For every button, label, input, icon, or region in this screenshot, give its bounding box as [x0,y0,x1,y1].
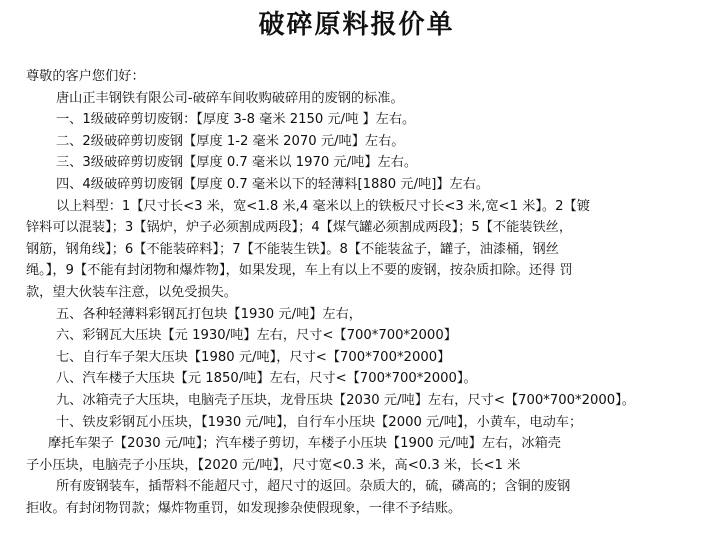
item-5-line: 五、各种轻薄料彩钢瓦打包块【1930 元/吨】左右， [56,306,362,322]
material-rules-line: 以上料型：1【尺寸长<3 米，宽<1.8 米,4 毫米以上的铁板尺寸长<3 米,宽<1 米】。2【镀 [56,198,590,214]
grade-3-line: 三、3级破碎剪切废钢【厚度 0.7 毫米以 1970 元/吨】左右。 [56,155,418,171]
document-title: 破碎原料报价单 [258,10,455,40]
material-rules-line: 钢筋，钢角线】；6【不能装碎料】；7【不能装生铁】。8【不能装盆子，罐子，油漆桶，钢丝 [26,241,559,257]
grade-2-line: 二、2级破碎剪切废钢【厚度 1-2 毫米 2070 元/吨】左右。 [56,133,405,149]
document-body [26,66,690,519]
item-10-line: 十、铁皮彩钢瓦小压块，【1930 元/吨】，自行车小压块【2000 元/吨】，小黄车，电动车； [56,414,583,430]
intro-line: 唐山正丰钢铁有限公司-破碎车间收购破碎用的废钢的标准。 [56,90,404,106]
loading-rules-line: 拒收。有封闭物罚款；爆炸物重罚，如发现掺杂使假现象，一律不予结账。 [26,500,462,516]
item-6-line: 六、彩钢瓦大压块【元 1930/吨】左右，尺寸<【700*700*2000】 [56,328,457,344]
grade-4-line: 四、4级破碎剪切废钢【厚度 0.7 毫米以下的轻薄料[1880 元/吨]】左右。 [56,176,490,192]
item-7-line: 七、自行车子架大压块【1980 元/吨】，尺寸<【700*700*2000】 [56,349,451,365]
grade-1-line: 一、1级破碎剪切废钢：【厚度 3-8 毫米 2150 元/吨 】左右。 [56,112,416,128]
material-rules-line: 锌料可以混装】；3【锅炉，炉子必须割成两段】；4【煤气罐必须割成两段】；5【不能装铁丝， [26,220,573,236]
item-10-line: 子小压块，电脑壳子小压块，【2020 元/吨】，尺寸宽<0.3 米，高<0.3 米，长<1 米 [26,457,521,473]
material-rules-line: 绳。】，9【不能有封闭物和爆炸物】，如果发现，车上有以上不要的废钢，按杂质扣除。还得 罚 [26,263,573,279]
item-10-line: 摩托车架子【2030 元/吨】；汽车楼子剪切，车楼子小压块【1900 元/吨】左右，冰箱壳 [48,436,561,452]
material-rules-line: 款，望大伙装车注意，以免受损失。 [26,284,237,300]
item-9-line: 九、冰箱壳子大压块，电脑壳子压块，龙骨压块【2030 元/吨】左右，尺寸<【700*700*2000】。 [56,392,635,408]
greeting-line: 尊敬的客户您们好： [26,69,145,84]
loading-rules-line: 所有废钢装车，插帮料不能超尺寸，超尺寸的返回。杂质大的，硫，磷高的；含铜的废钢 [56,479,571,495]
item-8-line: 八、汽车楼子大压块【元 1850/吨】左右，尺寸<【700*700*2000】。 [56,371,477,387]
